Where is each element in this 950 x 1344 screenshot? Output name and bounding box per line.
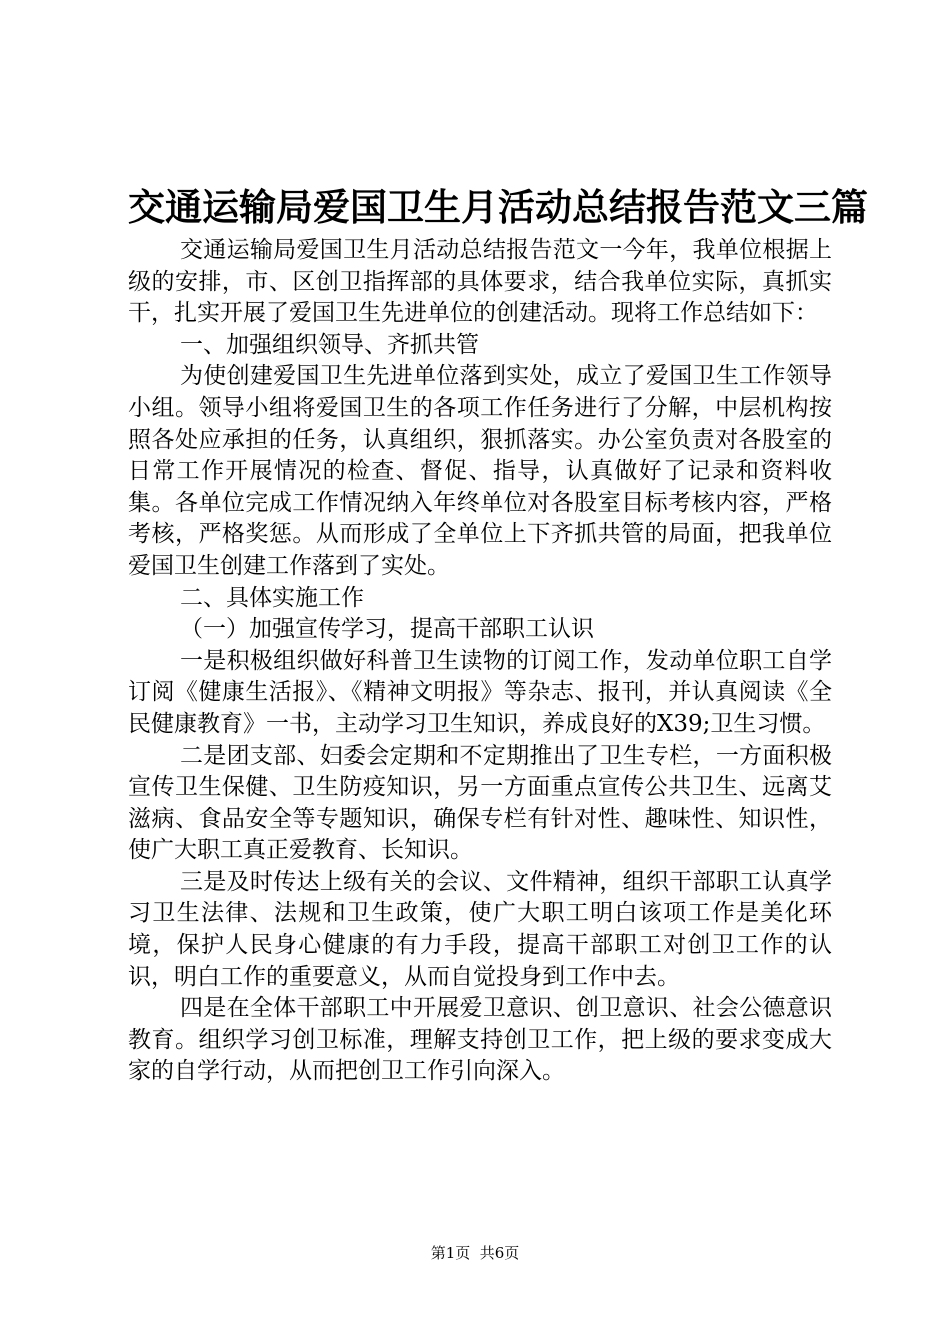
section-heading-2: 二、具体实施工作 (180, 584, 364, 611)
document-body (128, 235, 832, 1088)
paragraph-intro: 交通运输局爱国卫生月活动总结报告范文一今年，我单位根据上级的安排，市、区创卫指挥部的具体要求，结合我单位实际，真抓实干，扎实开展了爱国卫生先进单位的创建活动。现将工作总结如下： (128, 237, 832, 327)
paragraph-organization: 为使创建爱国卫生先进单位落到实处，成立了爱国卫生工作领导小组。领导小组将爱国卫生的各项工作任务进行了分解，中层机构按照各处应承担的任务，认真组织，狠抓落实。办公室负责对各股室的日常工作开展情况的检查、督促、指导，认真做好了记录和资料收集。各单位完成工作情况纳入年终单位对各股室目标考核内容，严格考核，严格奖惩。从而形成了全单位上下齐抓共管的局面，把我单位爱国卫生创建工作落到了实处。 (128, 363, 832, 579)
subsection-heading-1: （一）加强宣传学习，提高干部职工认识 (180, 616, 594, 643)
document-title: 交通运输局爱国卫生月活动总结报告范文三篇 (128, 185, 868, 229)
paragraph-item-3: 三是及时传达上级有关的会议、文件精神，组织干部职工认真学习卫生法律、法规和卫生政策，使广大职工明白该项工作是美化环境，保护人民身心健康的有力手段，提高干部职工对创卫工作的认识，明白工作的重要意义，从而自觉投身到工作中去。 (128, 868, 832, 990)
paragraph-item-1: 一是积极组织做好科普卫生读物的订阅工作，发动单位职工自学订阅《健康生活报》、《精神文明报》等杂志、报刊，并认真阅读《全民健康教育》一书，主动学习卫生知识，养成良好的X39;卫生习惯。 (128, 647, 832, 737)
page-footer: 第1页 共6页 (430, 1244, 520, 1262)
paragraph-item-2: 二是团支部、妇委会定期和不定期推出了卫生专栏，一方面积极宣传卫生保健、卫生防疫知识，另一方面重点宣传公共卫生、远离艾滋病、食品安全等专题知识，确保专栏有针对性、趣味性、知识性，使广大职工真正爱教育、长知识。 (128, 742, 832, 864)
section-heading-1: 一、加强组织领导、齐抓共管 (180, 331, 479, 358)
paragraph-item-4: 四是在全体干部职工中开展爱卫意识、创卫意识、社会公德意识教育。组织学习创卫标准，理解支持创卫工作，把上级的要求变成大家的自学行动，从而把创卫工作引向深入。 (128, 995, 832, 1085)
